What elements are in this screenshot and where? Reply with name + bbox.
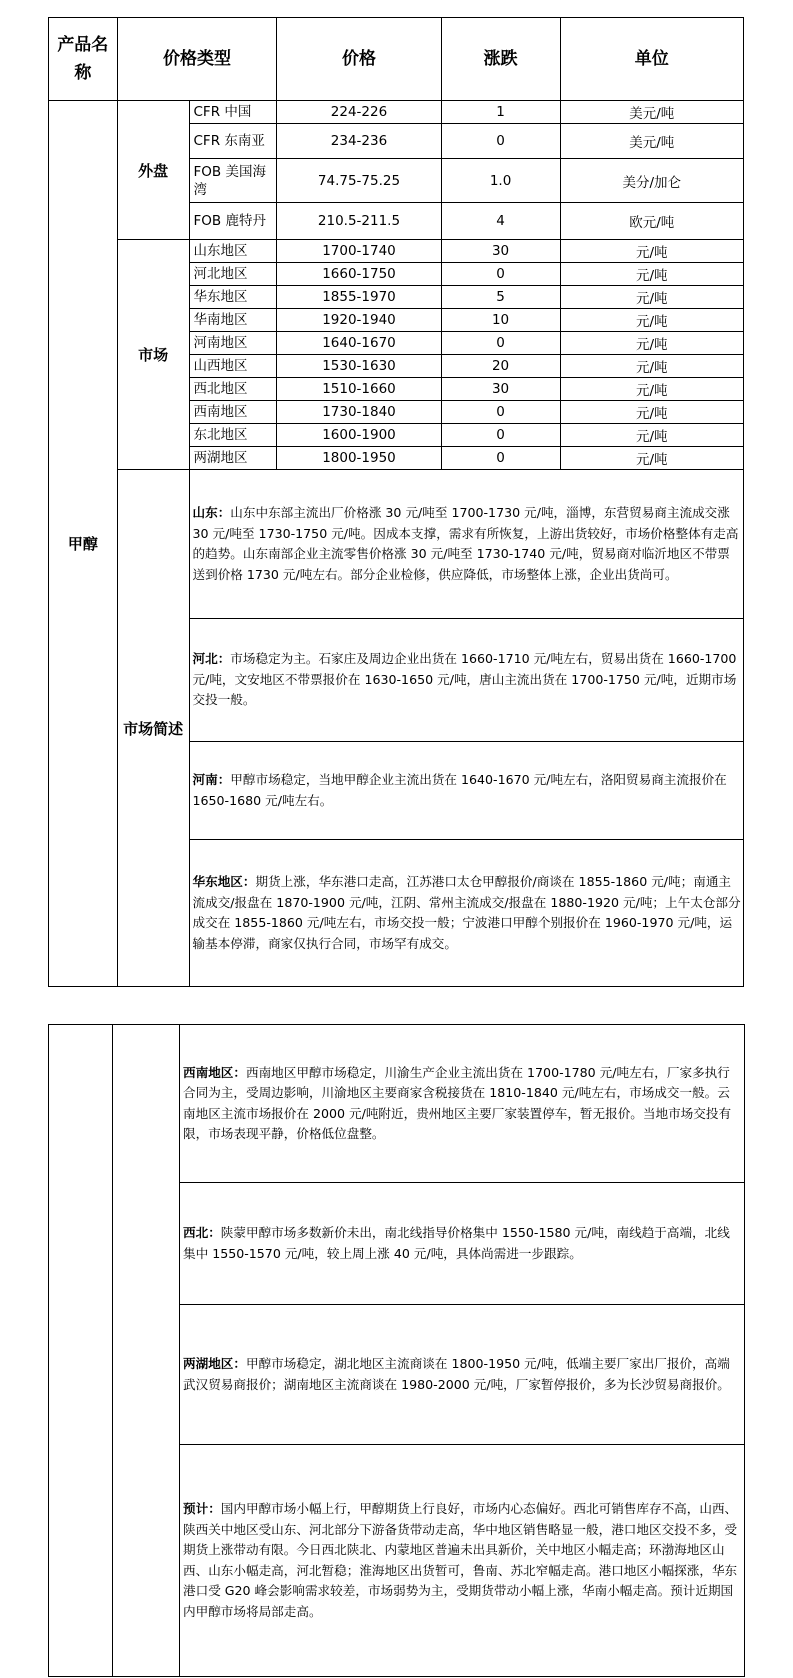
- row-price: 74.75-75.25: [277, 159, 441, 203]
- group-overview: 市场简述: [117, 470, 189, 987]
- row-price: 1730-1840: [277, 401, 441, 424]
- overview-region: 西南地区：: [183, 1064, 246, 1080]
- row-change: 5: [441, 286, 560, 309]
- row-label: 山西地区: [189, 355, 277, 378]
- row-unit: 元/吨: [560, 309, 743, 332]
- product-name-cell-continued: [49, 1025, 113, 1677]
- overview-row: [49, 1025, 745, 1183]
- group-external: 外盘: [117, 101, 189, 240]
- overview-text: 甲醇市场稳定，当地甲醇企业主流出货在 1640-1670 元/吨左右，洛阳贸易商主流报价在 1650-1680 元/吨左右。: [192, 772, 727, 808]
- row-unit: 美分/加仑: [560, 159, 743, 203]
- row-unit: 元/吨: [560, 355, 743, 378]
- row-change: 0: [441, 401, 560, 424]
- row-price: 210.5-211.5: [277, 203, 441, 240]
- row-label: 两湖地区: [189, 447, 277, 470]
- row-label: 山东地区: [189, 240, 277, 263]
- row-change: 0: [441, 332, 560, 355]
- row-change: 0: [441, 424, 560, 447]
- group-overview-continued: [113, 1025, 180, 1677]
- row-change: 30: [441, 378, 560, 401]
- row-unit: 元/吨: [560, 286, 743, 309]
- overview-paragraph: [180, 1183, 745, 1305]
- overview-region: 山东：: [192, 505, 231, 520]
- row-price: 1640-1670: [277, 332, 441, 355]
- row-price: 1800-1950: [277, 447, 441, 470]
- overview-paragraph: [189, 840, 744, 987]
- row-unit: 元/吨: [560, 447, 743, 470]
- overview-text: 山东中东部主流出厂价格涨 30 元/吨至 1700-1730 元/吨，淄博，东营贸易商主流成交涨 30 元/吨至 1730-1750 元/吨。因成本支撑，需求有所恢复，上游出货较好，市场价格整体有走高的趋势。山东南部企业主流零售价格涨 30 元/吨至 1730-1740 元/吨，贸易商对临沂地区不带票送到价格 1730 元/吨左右。部分企业检修，供应降低，市场整体上涨，企业出货尚可。: [192, 505, 739, 582]
- row-unit: 元/吨: [560, 378, 743, 401]
- row-label: 西北地区: [189, 378, 277, 401]
- overview-text: 陕蒙甲醇市场多数新价未出，南北线指导价格集中 1550-1580 元/吨，南线趋于高端，北线集中 1550-1570 元/吨，较上周上涨 40 元/吨，具体尚需进一步跟踪。: [183, 1225, 730, 1261]
- row-label: 西南地区: [189, 401, 277, 424]
- row-price: 1700-1740: [277, 240, 441, 263]
- row-unit: 元/吨: [560, 263, 743, 286]
- overview-region: 西北：: [183, 1225, 221, 1240]
- row-change: 20: [441, 355, 560, 378]
- header-price-type: 价格类型: [117, 18, 277, 101]
- overview-text: 国内甲醇市场小幅上行，甲醇期货上行良好，市场内心态偏好。西北可销售库存不高，山西、陕西关中地区受山东、河北部分下游备货带动走高，华中地区销售略显一般，港口地区交投不多，受期货上涨带动有限。今日西北陕北、内蒙地区普遍未出具新价，关中地区小幅走高；环渤海地区山西、山东小幅走高，河北暂稳；淮海地区出货暂可，鲁南、苏北窄幅走高。港口地区小幅探涨，华东港口受 G20 峰会影响需求较差，市场弱势为主，受期货带动小幅上涨，华南小幅走高。预计近期国内甲醇市场将局部走高。: [183, 1501, 738, 1619]
- row-label: 河北地区: [189, 263, 277, 286]
- row-label: FOB 鹿特丹: [189, 203, 277, 240]
- row-price: 234-236: [277, 124, 441, 159]
- overview-text: 西南地区甲醇市场稳定，川渝生产企业主流出货在 1700-1780 元/吨左右，厂家多执行合同为主，受周边影响，川渝地区主要商家含税接货在 1810-1840 元/吨左右，市场成交一般。云南地区主流市场报价在 2000 元/吨附近，贵州地区主要厂家装置停车，暂无报价。当地市场交投有限，市场表现平静，价格低位盘整。: [183, 1064, 732, 1141]
- overview-paragraph: [180, 1025, 745, 1183]
- row-label: 东北地区: [189, 424, 277, 447]
- overview-paragraph: [189, 619, 744, 742]
- overview-row: [49, 470, 744, 619]
- overview-text: 市场稳定为主。石家庄及周边企业出货在 1660-1710 元/吨左右，贸易出货在 1660-1700 元/吨，文安地区不带票报价在 1630-1650 元/吨，唐山主流出货在 1700-1750 元/吨，近期市场交投一般。: [192, 651, 737, 708]
- row-label: CFR 中国: [189, 101, 277, 124]
- header-product-name: 产品名称: [49, 18, 118, 101]
- row-change: 1.0: [441, 159, 560, 203]
- header-change: 涨跌: [441, 18, 560, 101]
- price-table-page1: [48, 17, 744, 987]
- overview-region: 华东地区：: [192, 874, 256, 889]
- header-unit: 单位: [560, 18, 743, 101]
- row-change: 0: [441, 124, 560, 159]
- row-unit: 元/吨: [560, 424, 743, 447]
- row-change: 0: [441, 263, 560, 286]
- overview-text: 甲醇市场稳定，湖北地区主流商谈在 1800-1950 元/吨，低端主要厂家出厂报价，高端武汉贸易商报价；湖南地区主流商谈在 1980-2000 元/吨，厂家暂停报价，多为长沙贸易商报价。: [183, 1356, 730, 1392]
- row-price: 1600-1900: [277, 424, 441, 447]
- row-label: CFR 东南亚: [189, 124, 277, 159]
- row-unit: 元/吨: [560, 332, 743, 355]
- price-table-page2: [48, 1024, 745, 1677]
- row-label: 华南地区: [189, 309, 277, 332]
- row-label: 河南地区: [189, 332, 277, 355]
- row-price: 224-226: [277, 101, 441, 124]
- row-price: 1530-1630: [277, 355, 441, 378]
- overview-paragraph: [189, 470, 744, 619]
- row-unit: 元/吨: [560, 401, 743, 424]
- row-price: 1660-1750: [277, 263, 441, 286]
- row-change: 10: [441, 309, 560, 332]
- table-row: [49, 101, 744, 124]
- row-unit: 元/吨: [560, 240, 743, 263]
- overview-paragraph: [180, 1305, 745, 1445]
- product-name-cell: 甲醇: [49, 101, 118, 987]
- row-change: 4: [441, 203, 560, 240]
- table-row: [49, 240, 744, 263]
- row-label: 华东地区: [189, 286, 277, 309]
- overview-region: 河南：: [192, 772, 231, 787]
- row-change: 30: [441, 240, 560, 263]
- overview-text: 期货上涨，华东港口走高，江苏港口太仓甲醇报价/商谈在 1855-1860 元/吨；南通主流成交/报盘在 1870-1900 元/吨，江阴、常州主流成交/报盘在 1880-1920 元/吨；上午太仓部分成交在 1855-1860 元/吨左右，市场交投一般；宁波港口甲醇个别报价在 1960-1970 元/吨，运输基本停滞，商家仅执行合同，市场罕有成交。: [192, 874, 741, 951]
- header-price: 价格: [277, 18, 441, 101]
- overview-paragraph: [180, 1445, 745, 1677]
- row-unit: 美元/吨: [560, 101, 743, 124]
- row-price: 1920-1940: [277, 309, 441, 332]
- header-row: [49, 18, 744, 101]
- overview-region: 河北：: [192, 651, 231, 667]
- row-change: 0: [441, 447, 560, 470]
- row-unit: 欧元/吨: [560, 203, 743, 240]
- row-price: 1855-1970: [277, 286, 441, 309]
- row-unit: 美元/吨: [560, 124, 743, 159]
- overview-region: 预计：: [183, 1501, 221, 1516]
- row-label: FOB 美国海湾: [189, 159, 277, 203]
- row-price: 1510-1660: [277, 378, 441, 401]
- overview-region: 两湖地区：: [183, 1356, 246, 1371]
- row-change: 1: [441, 101, 560, 124]
- group-market: 市场: [117, 240, 189, 470]
- overview-paragraph: [189, 742, 744, 840]
